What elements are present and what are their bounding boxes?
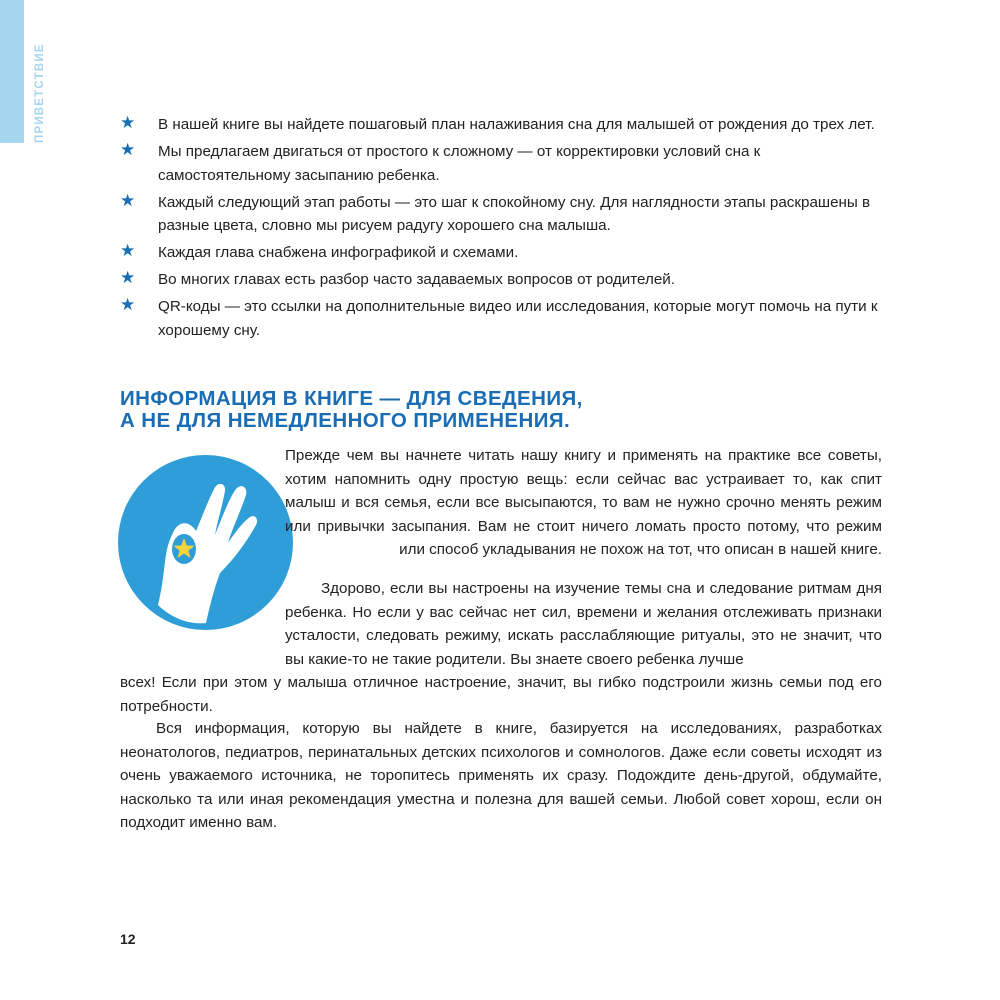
bullet-item bbox=[120, 241, 890, 265]
paragraph-2-wrapped: Здорово, если вы настроены на изучение темы сна и следование ритмам дня ребенка. Но если у вас сейчас нет сил, времени и желания отслеживать признаки усталости, следовать режиму, искать расслабляющие ритуалы, это не значит, что вы какие-то не такие родители. Вы знаете своего ребенка лучше bbox=[285, 580, 882, 668]
paragraph-2 bbox=[120, 577, 882, 718]
section-heading bbox=[120, 388, 880, 432]
bullet-text: В нашей книге вы найдете пошаговый план налаживания сна для малышей от рождения до трех лет. bbox=[158, 116, 875, 133]
paragraph-3: Вся информация, которую вы найдете в книге, базируется на исследованиях, разработках неонатологов, педиатров, перинатальных детских психологов и сомнологов. Даже если советы исходят из очень уважаемого источника, не торопитесь применять их сразу. Подождите день-другой, обдумайте, насколько та или иная рекомендация уместна и полезна для вашей семьи. Любой совет хорош, если он подходит именно вам. bbox=[120, 720, 882, 831]
star-icon: ★ bbox=[120, 190, 136, 210]
feature-bullet-list bbox=[120, 113, 890, 346]
paragraph-2-full: всех! Если при этом у малыша отличное настроение, значит, вы гибко подстроили жизнь семьи под его потребности. bbox=[120, 674, 882, 715]
bullet-text: Каждый следующий этап работы — это шаг к спокойному сну. Для наглядности этапы раскрашены в разные цвета, словно мы рисуем радугу хорошего сна малыша. bbox=[158, 193, 871, 234]
bullet-item bbox=[120, 113, 890, 137]
bullet-text: Во многих главах есть разбор часто задаваемых вопросов от родителей. bbox=[158, 271, 676, 288]
star-icon: ★ bbox=[120, 113, 136, 132]
bullet-text: QR-коды — это ссылки на дополнительные видео или исследования, которые могут помочь на пути к хорошему сну. bbox=[158, 298, 878, 339]
section-tab-bar bbox=[0, 0, 24, 143]
bullet-item bbox=[120, 268, 890, 292]
bullet-item bbox=[120, 295, 890, 342]
star-icon: ★ bbox=[120, 241, 136, 260]
bullet-text: Мы предлагаем двигаться от простого к сложному — от корректировки условий сна к самостоятельному засыпанию ребенка. bbox=[158, 143, 761, 184]
section-heading-line-2: А НЕ ДЛЯ НЕМЕДЛЕННОГО ПРИМЕНЕНИЯ. bbox=[120, 409, 571, 432]
paragraph-1: Прежде чем вы начнете читать нашу книгу и применять на практике все советы, хотим напомнить одну простую вещь: если сейчас вас устраивает то, как спит малыш и вся семья, если все высыпаются, то вам не нужно срочно менять режим или привычки засыпания. Вам не стоит ничего ломать просто потому, что режим или способ укладывания не похож на тот, что описан в нашей книге. bbox=[285, 447, 882, 558]
star-icon: ★ bbox=[120, 140, 136, 159]
section-heading-line-1: ИНФОРМАЦИЯ В КНИГЕ — ДЛЯ СВЕДЕНИЯ, bbox=[120, 387, 583, 410]
bullet-item bbox=[120, 191, 890, 238]
bullet-item bbox=[120, 140, 890, 187]
star-icon: ★ bbox=[120, 295, 136, 314]
star-icon: ★ bbox=[120, 268, 136, 287]
page-number: 12 bbox=[120, 931, 136, 947]
section-tab-label: ПРИВЕТСТВИЕ bbox=[34, 43, 46, 143]
bullet-text: Каждая глава снабжена инфографикой и схемами. bbox=[158, 244, 519, 261]
